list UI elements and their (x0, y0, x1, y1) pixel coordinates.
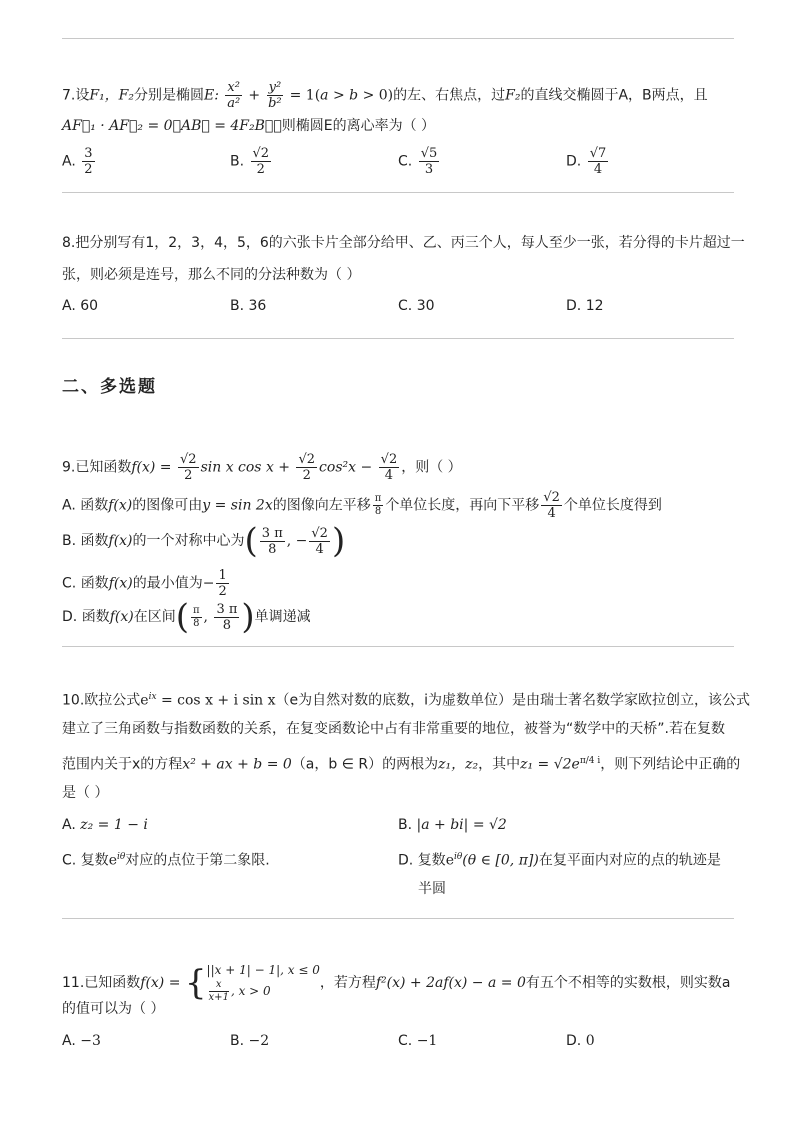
divider-q7 (62, 192, 734, 193)
q9-frac: $\frac{3 \pi}{8}$ (261, 525, 283, 557)
q10-option-b[interactable] (398, 815, 507, 835)
option-value: 12 (585, 298, 604, 314)
q9-text: ，则（ ） (401, 459, 462, 476)
q9-math: f(x) (108, 497, 133, 514)
q8-line-1: 8.把分别写有1，2，3，4，5，6的六张卡片全部分给甲、乙、丙三个人，每人至少一张，若分得的卡片超过一 (62, 235, 745, 251)
q9-option-b[interactable]: B. 函数f(x)的一个对称中心为( $\frac{3 \pi}{8}$ , − $\frac{√2}{4}$ ) (62, 521, 346, 561)
q9-frac: $\frac{1}{2}$ (218, 568, 227, 599)
q7-text: 设 (75, 87, 90, 104)
option-label: B. (230, 298, 245, 314)
q9-math: − (202, 575, 215, 592)
option-label: B. (62, 533, 77, 549)
q11-option-c[interactable] (398, 1031, 437, 1051)
q10-text: 复数 (417, 852, 446, 869)
q9-option-c[interactable] (62, 568, 231, 599)
q9-text: 单调递减 (254, 609, 311, 625)
q9-math: f(x) = (131, 459, 172, 476)
q10-math: e (140, 692, 149, 709)
q9-text: 在区间 (133, 609, 176, 625)
q11-text: 有五个不相等的实数根，则实数a (525, 975, 731, 991)
q9-math: sin x cos x + (200, 459, 291, 476)
q10-option-d-cont: 半圆 (418, 881, 446, 897)
q10-text: 在复平面内对应的点的轨迹是 (538, 852, 721, 869)
q9-text: 个单位长度，再向下平移 (385, 497, 540, 514)
q11-brace: { (184, 963, 207, 1003)
q10-math: e (445, 852, 454, 869)
q8-option-d[interactable] (566, 296, 604, 316)
q10-option-d[interactable] (398, 847, 721, 871)
q8-line-2: 张，则必须是连号，那么不同的分法种数为（ ） (62, 267, 361, 283)
q9-text: 的一个对称中心为 (132, 533, 245, 549)
q9-math: f(x) (109, 609, 134, 625)
q10-math: z₁ = √2e (520, 756, 580, 773)
q10-math: ix (148, 692, 157, 702)
section-title: 二、多选题 (62, 377, 157, 397)
option-value: 30 (416, 298, 435, 314)
option-value: 0 (585, 1033, 595, 1049)
q11-option-d[interactable] (566, 1031, 595, 1051)
q11-text: 11.已知函数 (62, 975, 141, 991)
option-label: C. (62, 852, 77, 869)
option-label: A. (62, 817, 76, 833)
option-label: D. (566, 153, 582, 170)
option-value: −1 (416, 1033, 438, 1049)
option-label: C. (398, 1033, 413, 1049)
q9-frac: $\frac{\pi}{8}$ (192, 604, 200, 629)
q9-math: , − (286, 533, 308, 549)
option-label: B. (398, 817, 413, 833)
option-label: D. (62, 609, 78, 625)
q9-text: 的最小值为 (132, 575, 203, 592)
q9-math: cos²x − (319, 459, 373, 476)
q7-text: 则椭圆E的离心率为（ ） (281, 118, 436, 134)
q10-math: (θ ∈ [0, π]) (462, 852, 539, 869)
q9-frac: $\frac{3 \pi}{8}$ (216, 601, 238, 633)
q7-math: AF⃗₁ · AF⃗₂ = 0，AB⃗ = 4F₂B⃗， (62, 118, 282, 134)
q9-text: 的图像可由 (132, 497, 203, 514)
divider-q8 (62, 338, 734, 339)
option-label: C. (398, 153, 413, 170)
divider-q9 (62, 646, 734, 647)
q9-frac: $\frac{√2}{4}$ (311, 525, 328, 557)
q7-text: 分别是椭圆 (134, 87, 205, 104)
q10-math: = cos x + i sin x (156, 692, 276, 709)
q10-line-1 (62, 687, 750, 711)
q10-math: π/4 i (579, 756, 601, 766)
q9-text: 个单位长度得到 (563, 497, 662, 514)
q9-text: 函数 (80, 533, 109, 549)
q11-cases: ||x + 1| − 1|, x ≤ 0 $\frac{x}{x+1}$ , x > 0 (206, 963, 320, 1003)
option-label: C. (398, 298, 413, 314)
option-label: A. (62, 1033, 76, 1049)
option-frac: $\frac{√7}{4}$ (589, 146, 607, 177)
option-label: A. (62, 153, 76, 170)
q10-math: iθ (116, 852, 126, 862)
option-frac: $\frac{3}{2}$ (84, 146, 93, 177)
q10-text: 对应的点位于第二象限. (125, 852, 270, 869)
q7-text: 的直线交椭圆于A，B两点，且 (520, 87, 708, 104)
q9-text: 函数 (80, 575, 109, 592)
q7-text: 的左、右焦点，过 (393, 87, 506, 104)
q8-option-a[interactable] (62, 296, 98, 316)
q9-math: f(x) (108, 533, 133, 549)
q10-line-4: 是（ ） (62, 785, 109, 801)
q11-text: ，若方程 (319, 975, 376, 991)
q11-line-1 (62, 962, 730, 1004)
q9-frac: $\frac{\pi}{8}$ (374, 493, 382, 517)
q11-math: f(x) = (140, 975, 181, 991)
option-label: B. (230, 153, 245, 170)
q8-option-c[interactable] (398, 296, 435, 316)
q10-math: z₁，z₂ (438, 756, 479, 773)
q7-option-c[interactable] (398, 146, 441, 177)
q10-math: x² + ax + b = 0 (182, 756, 292, 773)
q9-frac: $\frac{√2}{2}$ (180, 452, 197, 483)
q7-math: E: (204, 87, 219, 104)
q10-math: e (108, 852, 117, 869)
option-frac: $\frac{√5}{3}$ (420, 146, 438, 177)
q7-frac-x: $\frac{\text{x²}}{\text{a²}}$ (227, 80, 241, 111)
q10-line-2: 建立了三角函数与指数函数的关系，在复变函数论中占有非常重要的地位，被誉为“数学中的天桥”.若在复数 (62, 721, 725, 737)
q9-option-d[interactable]: D. 函数f(x)在区间( $\frac{\pi}{8}$ , $\frac{3 \pi}{8}$ )单调递减 (62, 597, 311, 637)
option-label: D. (566, 1033, 582, 1049)
q7-option-b[interactable] (230, 146, 273, 177)
option-label: A. (62, 497, 76, 514)
q7-option-d[interactable] (566, 146, 610, 177)
q10-text: ，其中 (478, 756, 521, 773)
q7-math: F₂ (505, 87, 521, 104)
q10-text: （a，b ∈ R）的两根为 (291, 756, 439, 773)
q9-math: y = sin 2x (202, 497, 273, 514)
q9-text: 的图像向左平移 (272, 497, 371, 514)
q9-option-a[interactable] (62, 490, 662, 521)
q11-math: f²(x) + 2af(x) − a = 0 (375, 975, 526, 991)
q9-frac: $\frac{√2}{2}$ (298, 452, 316, 483)
q8-option-b[interactable] (230, 296, 266, 316)
q10-text: 复数 (80, 852, 109, 869)
option-label: A. (62, 298, 76, 314)
q9-frac: $\frac{√2}{4}$ (380, 452, 398, 483)
q9-frac: $\frac{√2}{4}$ (543, 490, 560, 521)
q10-option-a[interactable] (62, 815, 148, 835)
option-value: 36 (248, 298, 267, 314)
q10-math: iθ (453, 852, 463, 862)
option-label: D. (398, 852, 414, 869)
q7-line-2 (62, 116, 435, 136)
option-value: −2 (248, 1033, 270, 1049)
divider-top (62, 38, 734, 39)
option-label: C. (62, 575, 77, 592)
q10-text: （e为自然对数的底数，i为虚数单位）是由瑞士著名数学家欧拉创立，该公式 (275, 692, 751, 709)
q10-text: 10.欧拉公式 (62, 692, 141, 709)
option-value: −3 (80, 1033, 101, 1049)
q7-number: 7. (62, 87, 76, 104)
option-value: |a + bi| = √2 (416, 817, 507, 833)
q9-text: 函数 (80, 497, 109, 514)
option-label: B. (230, 1033, 245, 1049)
option-value: z₂ = 1 − i (80, 817, 148, 833)
q11-option-b[interactable] (230, 1031, 269, 1051)
q7-line-1: 7.设F₁，F₂分别是椭圆E: $\frac{\text{x²}}{\text{a²}}$ + $\frac{\text{y²}}{\text{b²}}$ = 1(a > b > 0)的左、右焦点，过F₂的直线交椭圆于A，B两点，且 (62, 80, 708, 111)
q10-text: ，则下列结论中正确的 (600, 756, 741, 773)
q10-line-3 (62, 751, 740, 775)
q10-text: 范围内关于x的方程 (62, 756, 183, 773)
option-frac: $\frac{√2}{2}$ (252, 146, 270, 177)
q11-option-a[interactable] (62, 1031, 101, 1051)
q7-option-a[interactable] (62, 146, 97, 177)
q11-line-2: 的值可以为（ ） (62, 1001, 165, 1017)
divider-q10 (62, 918, 734, 919)
q9-text: 9.已知函数 (62, 459, 132, 476)
q7-frac-y: $\frac{\text{y²}}{\text{b²}}$ (268, 80, 282, 111)
q9-stem (62, 452, 462, 483)
q9-text: 函数 (81, 609, 110, 625)
q9-math: f(x) (108, 575, 133, 592)
q7-math: F₁，F₂ (89, 87, 135, 104)
option-value: 60 (80, 298, 99, 314)
option-label: D. (566, 298, 582, 314)
q10-option-c[interactable] (62, 847, 270, 871)
